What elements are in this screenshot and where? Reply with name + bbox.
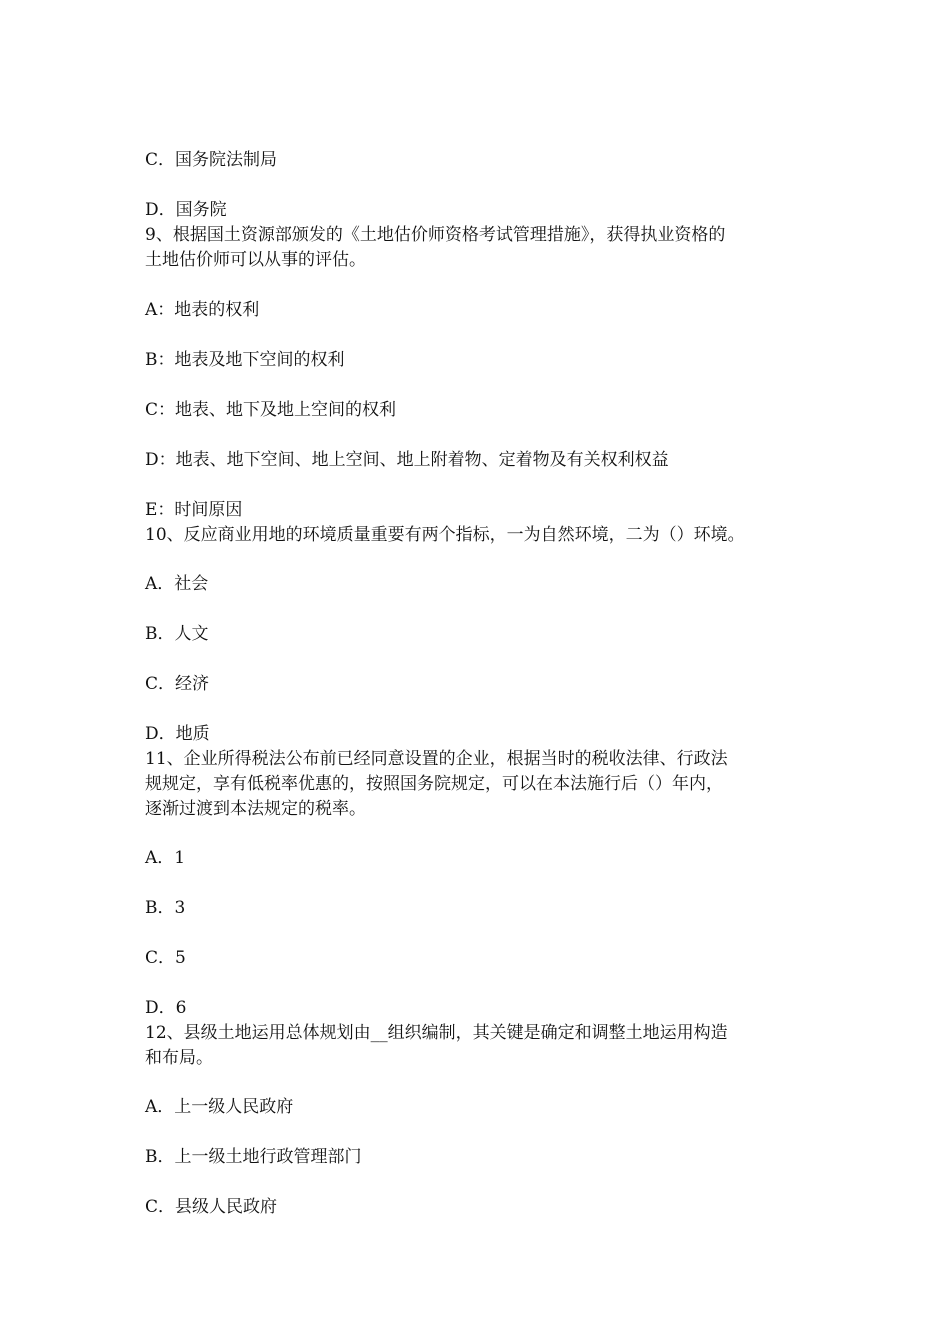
q8-option-d: D．国务院 <box>145 200 227 220</box>
q12-stem-line-2: 和布局。 <box>145 1048 213 1068</box>
q12-stem-line-1: 12、县级土地运用总体规划由__组织编制，其关键是确定和调整土地运用构造 <box>145 1023 728 1043</box>
q9-option-e: E：时间原因 <box>145 500 243 520</box>
q9-option-b: B：地表及地下空间的权利 <box>145 350 345 370</box>
q9-option-c: C：地表、地下及地上空间的权利 <box>145 400 397 420</box>
q11-stem-line-3: 逐渐过渡到本法规定的税率。 <box>145 799 366 819</box>
q12-option-a: A．上一级人民政府 <box>145 1097 294 1117</box>
q10-stem: 10、反应商业用地的环境质量重要有两个指标，一为自然环境，二为（）环境。 <box>145 525 745 545</box>
q10-option-c: C．经济 <box>145 674 210 694</box>
q10-option-a: A．社会 <box>145 574 209 594</box>
q9-option-d: D：地表、地下空间、地上空间、地上附着物、定着物及有关权利权益 <box>145 450 669 470</box>
q12-option-c: C．县级人民政府 <box>145 1197 278 1217</box>
q11-option-d: D．6 <box>145 998 187 1018</box>
q10-option-d: D．地质 <box>145 724 210 744</box>
q9-stem-line-2: 土地估价师可以从事的评估。 <box>145 250 366 270</box>
q11-stem-line-2: 规规定，享有低税率优惠的，按照国务院规定，可以在本法施行后（）年内， <box>145 774 723 794</box>
q8-option-c: C．国务院法制局 <box>145 150 278 170</box>
q11-stem-line-1: 11、企业所得税法公布前已经同意设置的企业，根据当时的税收法律、行政法 <box>145 749 728 769</box>
q12-option-b: B．上一级土地行政管理部门 <box>145 1147 362 1167</box>
q9-stem-line-1: 9、根据国土资源部颁发的《土地估价师资格考试管理措施》，获得执业资格的 <box>145 225 726 245</box>
q9-option-a: A：地表的权利 <box>145 300 260 320</box>
q11-option-a: A．1 <box>145 848 186 868</box>
q11-option-b: B．3 <box>145 898 186 918</box>
q11-option-c: C．5 <box>145 948 186 968</box>
q10-option-b: B．人文 <box>145 624 209 644</box>
